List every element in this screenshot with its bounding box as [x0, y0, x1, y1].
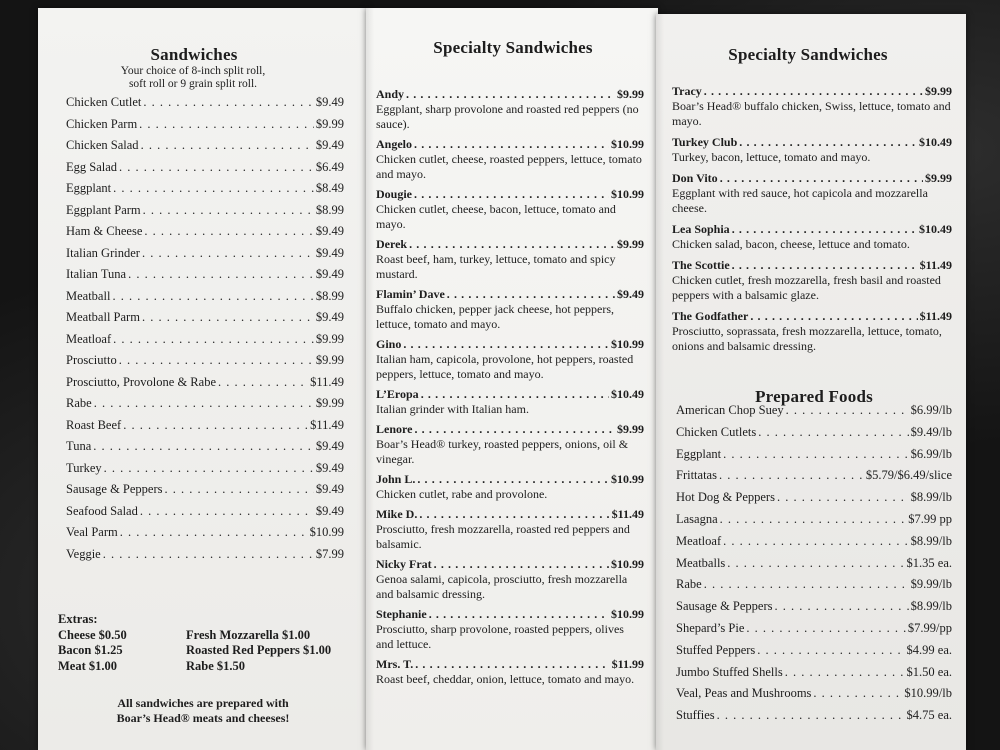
item-price: $9.49 — [315, 310, 344, 324]
item-name: Tuna — [66, 439, 92, 453]
specialty-item-row — [376, 187, 644, 202]
dot-leader — [139, 117, 314, 132]
sandwich-row — [66, 353, 344, 375]
item-name: Jumbo Stuffed Shells — [676, 664, 783, 679]
item-price: $10.99 — [309, 525, 344, 539]
item-name: Turkey Club — [672, 135, 738, 149]
specialty-description: Prosciutto, sharp provolone, roasted peppers, olives and lettuce. — [376, 622, 624, 651]
item-name: Derek — [376, 237, 408, 251]
item-price: $1.50 ea. — [906, 664, 952, 679]
dot-leader — [732, 222, 917, 237]
extra-item: Meat $1.00 — [58, 658, 118, 673]
item-price: $9.49 — [315, 245, 344, 260]
item-name: Nicky Frat — [376, 557, 432, 571]
item-price: $8.99/lb — [910, 599, 952, 614]
specialty-item-row — [376, 87, 644, 102]
dot-leader — [113, 181, 314, 196]
dot-leader — [813, 686, 902, 701]
item-name: The Godfather — [672, 309, 749, 323]
specialty-description: Italian grinder with Italian ham. — [376, 402, 529, 416]
item-price: $9.99 — [315, 116, 344, 131]
extras-title: Extras: — [58, 612, 98, 626]
prepared-food-row — [676, 490, 952, 512]
dot-leader — [94, 396, 314, 411]
sandwich-row — [66, 310, 344, 332]
dot-leader — [142, 310, 314, 325]
prepared-food-row — [676, 512, 952, 534]
item-price: $6.99/lb — [910, 446, 952, 461]
item-name: Egg Salad — [66, 159, 118, 174]
dot-leader — [120, 525, 308, 540]
dot-leader — [112, 289, 313, 304]
item-name: Seafood Salad — [66, 503, 138, 518]
dot-leader — [113, 332, 314, 347]
item-name: Frittatas — [676, 468, 717, 483]
item-price: $11.49 — [919, 309, 952, 323]
sandwiches-panel — [38, 8, 368, 750]
specialty-description: Boar’s Head® buffalo chicken, Swiss, lettuce, tomato and mayo. — [672, 99, 951, 128]
specialty-description: Buffalo chicken, pepper jack cheese, hot peppers, lettuce, tomato and mayo. — [376, 302, 615, 331]
item-price: $11.99 — [611, 657, 644, 671]
item-price: $8.99/lb — [910, 490, 952, 505]
dot-leader — [119, 353, 314, 368]
extra-item: Roasted Red Peppers $1.00 — [186, 643, 332, 657]
dot-leader — [777, 490, 909, 505]
item-name: Dougie — [376, 187, 412, 201]
item-price: $5.79/$6.49/slice — [865, 468, 952, 483]
sandwich-row — [66, 418, 344, 440]
dot-leader — [750, 309, 917, 324]
prepared-foods-title: Prepared Foods — [755, 387, 873, 406]
item-price: $10.99 — [611, 137, 644, 151]
item-name: American Chop Suey — [676, 403, 784, 417]
item-price: $9.99 — [617, 422, 644, 436]
sandwich-row — [66, 461, 344, 483]
prepared-food-row — [676, 665, 952, 687]
specialty-list-2 — [672, 84, 952, 360]
specialty-description: Turkey, bacon, lettuce, tomato and mayo. — [672, 150, 871, 164]
dot-leader — [128, 267, 314, 282]
item-name: Angelo — [376, 137, 412, 151]
item-name: Chicken Salad — [66, 138, 139, 152]
specialty-item-row — [672, 258, 952, 273]
sandwich-row — [66, 482, 344, 504]
item-price: $9.99 — [315, 396, 344, 410]
dot-leader — [719, 468, 864, 483]
item-name: Veal Parm — [66, 525, 118, 539]
item-name: Lenore — [376, 422, 413, 436]
specialty-description: Chicken cutlet, rabe and provolone. — [376, 487, 548, 501]
sandwich-row — [66, 289, 344, 311]
item-price: $9.49 — [315, 138, 344, 152]
item-price: $9.99 — [315, 331, 344, 346]
item-name: John L. — [376, 472, 416, 486]
item-price: $8.99 — [315, 288, 344, 303]
item-price: $1.35 ea. — [906, 555, 952, 570]
item-name: Stuffies — [676, 708, 715, 723]
sandwich-row — [66, 181, 344, 203]
dot-leader — [746, 621, 905, 636]
item-price: $11.49 — [310, 417, 344, 432]
sandwich-row — [66, 117, 344, 139]
item-price: $7.99 pp — [908, 511, 952, 526]
item-name: Hot Dog & Peppers — [676, 490, 775, 505]
specialty-description: Roast beef, cheddar, onion, lettuce, tomato and mayo. — [376, 672, 635, 686]
item-name: Rabe — [676, 577, 702, 592]
specialty-panel-1 — [366, 8, 658, 750]
prepared-food-row — [676, 534, 952, 556]
item-name: Meatball — [66, 288, 111, 303]
specialty-description: Boar’s Head® turkey, roasted peppers, onions, oil & vinegar. — [376, 437, 629, 466]
dot-leader — [141, 138, 314, 153]
item-name: Rabe — [66, 396, 92, 410]
prepared-foods-section — [676, 387, 952, 730]
fold-shadow — [656, 14, 664, 750]
item-price: $11.49 — [919, 258, 952, 272]
sandwich-row — [66, 160, 344, 182]
dot-leader — [414, 137, 609, 152]
specialty-description: Chicken cutlet, fresh mozzarella, fresh basil and roasted peppers with a balsamic glaze. — [672, 273, 941, 302]
dot-leader — [704, 84, 923, 99]
item-name: Italian Grinder — [66, 245, 140, 260]
item-price: $8.99 — [315, 202, 344, 217]
item-price: $10.99 — [611, 472, 644, 486]
prepared-food-row — [676, 447, 952, 469]
dot-leader — [434, 557, 609, 572]
specialty-item-row — [672, 84, 952, 99]
specialty-item-row — [672, 309, 952, 324]
item-price: $10.99 — [611, 187, 644, 201]
dot-leader — [103, 547, 314, 562]
item-price: $9.49 — [315, 267, 344, 281]
sandwich-row — [66, 525, 344, 547]
item-name: Mike D. — [376, 507, 418, 521]
extra-item: Fresh Mozzarella $1.00 — [186, 627, 311, 642]
dot-leader — [142, 246, 314, 261]
sandwich-row — [66, 332, 344, 354]
item-name: Eggplant Parm — [66, 202, 141, 217]
item-name: Meatballs — [676, 555, 726, 570]
specialty-description: Roast beef, ham, turkey, lettuce, tomato and spicy mustard. — [376, 252, 616, 281]
item-price: $6.99/lb — [910, 403, 952, 417]
specialty-description: Eggplant, sharp provolone and roasted red peppers (no sauce). — [376, 102, 639, 131]
item-name: Chicken Cutlet — [66, 95, 142, 109]
item-name: Eggplant — [676, 446, 722, 461]
note-line-1: All sandwiches are prepared with — [117, 696, 289, 710]
item-price: $9.99 — [925, 171, 952, 185]
item-price: $9.99 — [617, 87, 644, 101]
dot-leader — [732, 258, 918, 273]
specialty-item-row — [376, 137, 644, 152]
item-name: Chicken Cutlets — [676, 424, 757, 439]
item-name: Turkey — [66, 460, 102, 475]
item-name: Veal, Peas and Mushrooms — [676, 686, 812, 701]
dot-leader — [421, 387, 609, 402]
item-price: $8.99/lb — [910, 533, 952, 548]
sandwich-row — [66, 439, 344, 461]
dot-leader — [93, 439, 314, 454]
dot-leader — [720, 171, 923, 186]
item-name: Roast Beef — [66, 417, 122, 432]
item-price: $9.99 — [925, 84, 952, 98]
extra-item: Rabe $1.50 — [186, 658, 246, 673]
dot-leader — [409, 237, 615, 252]
sandwich-row — [66, 224, 344, 246]
dot-leader — [720, 512, 907, 527]
item-price: $10.99 — [611, 337, 644, 351]
specialty-description: Genoa salami, capicola, prosciutto, fresh mozzarella and balsamic dressing. — [376, 572, 628, 601]
prepared-food-row — [676, 708, 952, 730]
specialty-item-row — [376, 657, 644, 672]
sandwiches-subtitle-line-1: Your choice of 8-inch split roll, — [120, 65, 266, 77]
item-name: Mrs. T. — [376, 657, 414, 671]
dot-leader — [717, 708, 905, 723]
extras-section — [58, 612, 358, 674]
item-price: $9.49/lb — [910, 424, 952, 439]
item-name: Prosciutto — [66, 353, 117, 367]
item-name: Gino — [376, 337, 402, 351]
item-name: Lasagna — [676, 511, 718, 526]
prepared-food-row — [676, 468, 952, 490]
item-name: Prosciutto, Provolone & Rabe — [66, 374, 216, 389]
extra-item: Cheese $0.50 — [58, 627, 127, 642]
specialty-item-row — [376, 237, 644, 252]
dot-leader — [403, 337, 609, 352]
dot-leader — [218, 375, 308, 390]
item-price: $9.49 — [315, 224, 344, 238]
dot-leader — [104, 461, 314, 476]
dot-leader — [429, 607, 609, 622]
item-name: Sausage & Peppers — [676, 599, 773, 614]
item-price: $9.99 — [315, 353, 344, 367]
prepared-foods-list — [676, 403, 952, 730]
dot-leader — [785, 665, 905, 680]
specialty-item-row — [376, 287, 644, 302]
sandwich-row — [66, 203, 344, 225]
item-price: $4.75 ea. — [906, 708, 952, 723]
sandwich-row — [66, 396, 344, 418]
item-name: Don Vito — [672, 171, 718, 185]
dot-leader — [758, 425, 908, 440]
specialty-item-row — [376, 337, 644, 352]
specialty-item-row — [376, 422, 644, 437]
item-price: $9.49 — [315, 439, 344, 453]
boars-head-note — [78, 696, 328, 726]
prepared-food-row — [676, 425, 952, 447]
prepared-food-row — [676, 599, 952, 621]
item-price: $9.49 — [315, 95, 344, 109]
item-name: Italian Tuna — [66, 267, 127, 281]
item-price: $7.99/pp — [907, 620, 952, 635]
item-price: $10.99/lb — [904, 686, 952, 701]
item-name: Stuffed Peppers — [676, 642, 756, 657]
item-name: Eggplant — [66, 181, 112, 195]
sandwich-row — [66, 267, 344, 289]
dot-leader — [144, 224, 314, 239]
prepared-food-row — [676, 621, 952, 643]
item-price: $11.49 — [611, 507, 644, 521]
dot-leader — [739, 135, 917, 150]
specialty-description: Prosciutto, soprassata, fresh mozzarella, lettuce, tomato, onions and balsamic dressing. — [672, 324, 942, 353]
sandwiches-subtitle-line-2: soft roll or 9 grain split roll. — [128, 78, 258, 90]
specialty-item-row — [672, 135, 952, 150]
extra-item: Bacon $1.25 — [58, 643, 123, 657]
sandwich-row — [66, 504, 344, 526]
item-name: Sausage & Peppers — [66, 482, 163, 496]
dot-leader — [119, 160, 314, 175]
dot-leader — [414, 422, 615, 437]
prepared-food-row — [676, 686, 952, 708]
sandwiches-title: Sandwiches — [150, 45, 238, 64]
dot-leader — [165, 482, 314, 497]
item-name: Meatloaf — [676, 533, 722, 548]
specialty-description: Italian ham, capicola, provolone, hot peppers, roasted peppers, lettuce, tomato and mayo. — [376, 352, 634, 381]
sandwich-row — [66, 138, 344, 160]
specialty-title-1: Specialty Sandwiches — [433, 38, 593, 57]
dot-leader — [406, 87, 615, 102]
dot-leader — [723, 534, 909, 549]
dot-leader — [727, 556, 904, 571]
item-price: $7.99 — [315, 546, 344, 561]
item-name: Chicken Parm — [66, 116, 138, 131]
item-price: $9.49 — [315, 503, 344, 518]
item-price: $9.49 — [315, 482, 344, 496]
fold-shadow — [366, 8, 374, 750]
specialty-item-row — [376, 387, 644, 402]
item-price: $6.49 — [315, 159, 344, 174]
sandwich-list — [66, 95, 344, 568]
item-name: Stephanie — [376, 607, 427, 621]
item-name: Andy — [376, 87, 405, 101]
sandwich-row — [66, 95, 344, 117]
dot-leader — [123, 418, 308, 433]
dot-leader — [414, 187, 609, 202]
dot-leader — [704, 577, 909, 592]
item-name: Lea Sophia — [672, 222, 730, 236]
specialty-description: Prosciutto, fresh mozzarella, roasted red peppers and balsamic. — [376, 522, 630, 551]
item-price: $11.49 — [310, 374, 344, 389]
sandwich-row — [66, 547, 344, 569]
item-name: L’Eropa — [376, 387, 419, 401]
specialty-item-row — [672, 171, 952, 186]
specialty-item-row — [376, 472, 644, 487]
sandwich-row — [66, 246, 344, 268]
specialty-description: Chicken salad, bacon, cheese, lettuce and tomato. — [672, 237, 910, 251]
item-name: Meatball Parm — [66, 310, 140, 324]
specialty-description: Eggplant with red sauce, hot capicola and mozzarella cheese. — [672, 186, 928, 215]
item-name: The Scottie — [672, 258, 730, 272]
item-price: $9.49 — [617, 287, 644, 301]
dot-leader — [447, 287, 615, 302]
item-name: Ham & Cheese — [66, 224, 143, 238]
sandwich-row — [66, 375, 344, 397]
item-name: Flamin’ Dave — [376, 287, 445, 301]
prepared-food-row — [676, 643, 952, 665]
item-price: $4.99 ea. — [906, 642, 952, 657]
specialty-panel-2 — [656, 14, 966, 750]
item-price: $9.99 — [617, 237, 644, 251]
item-name: Veggie — [66, 546, 101, 561]
specialty-item-row — [376, 607, 644, 622]
item-price: $10.49 — [919, 135, 952, 149]
item-price: $9.49 — [315, 460, 344, 475]
dot-leader — [723, 447, 909, 462]
item-price: $10.99 — [611, 557, 644, 571]
dot-leader — [143, 203, 314, 218]
dot-leader — [419, 507, 609, 522]
specialty-list-1 — [376, 87, 644, 692]
prepared-food-row — [676, 577, 952, 599]
specialty-item-row — [376, 507, 644, 522]
item-name: Shepard’s Pie — [676, 620, 745, 635]
item-price: $10.49 — [611, 387, 644, 401]
dot-leader — [417, 472, 609, 487]
item-price: $8.49 — [315, 181, 344, 195]
specialty-description: Chicken cutlet, cheese, bacon, lettuce, tomato and mayo. — [376, 202, 616, 231]
specialty-description: Chicken cutlet, cheese, roasted peppers, lettuce, tomato and mayo. — [376, 152, 642, 181]
dot-leader — [140, 504, 314, 519]
item-price: $10.99 — [611, 607, 644, 621]
item-name: Tracy — [672, 84, 702, 98]
specialty-item-row — [672, 222, 952, 237]
specialty-title-2: Specialty Sandwiches — [728, 45, 888, 64]
note-line-2: Boar’s Head® meats and cheeses! — [116, 711, 290, 725]
prepared-food-row — [676, 556, 952, 578]
item-name: Meatloaf — [66, 331, 112, 346]
dot-leader — [757, 643, 904, 658]
specialty-item-row — [376, 557, 644, 572]
dot-leader — [775, 599, 909, 614]
item-price: $9.99/lb — [910, 577, 952, 592]
item-price: $10.49 — [919, 222, 952, 236]
dot-leader — [415, 657, 609, 672]
dot-leader — [143, 95, 314, 110]
